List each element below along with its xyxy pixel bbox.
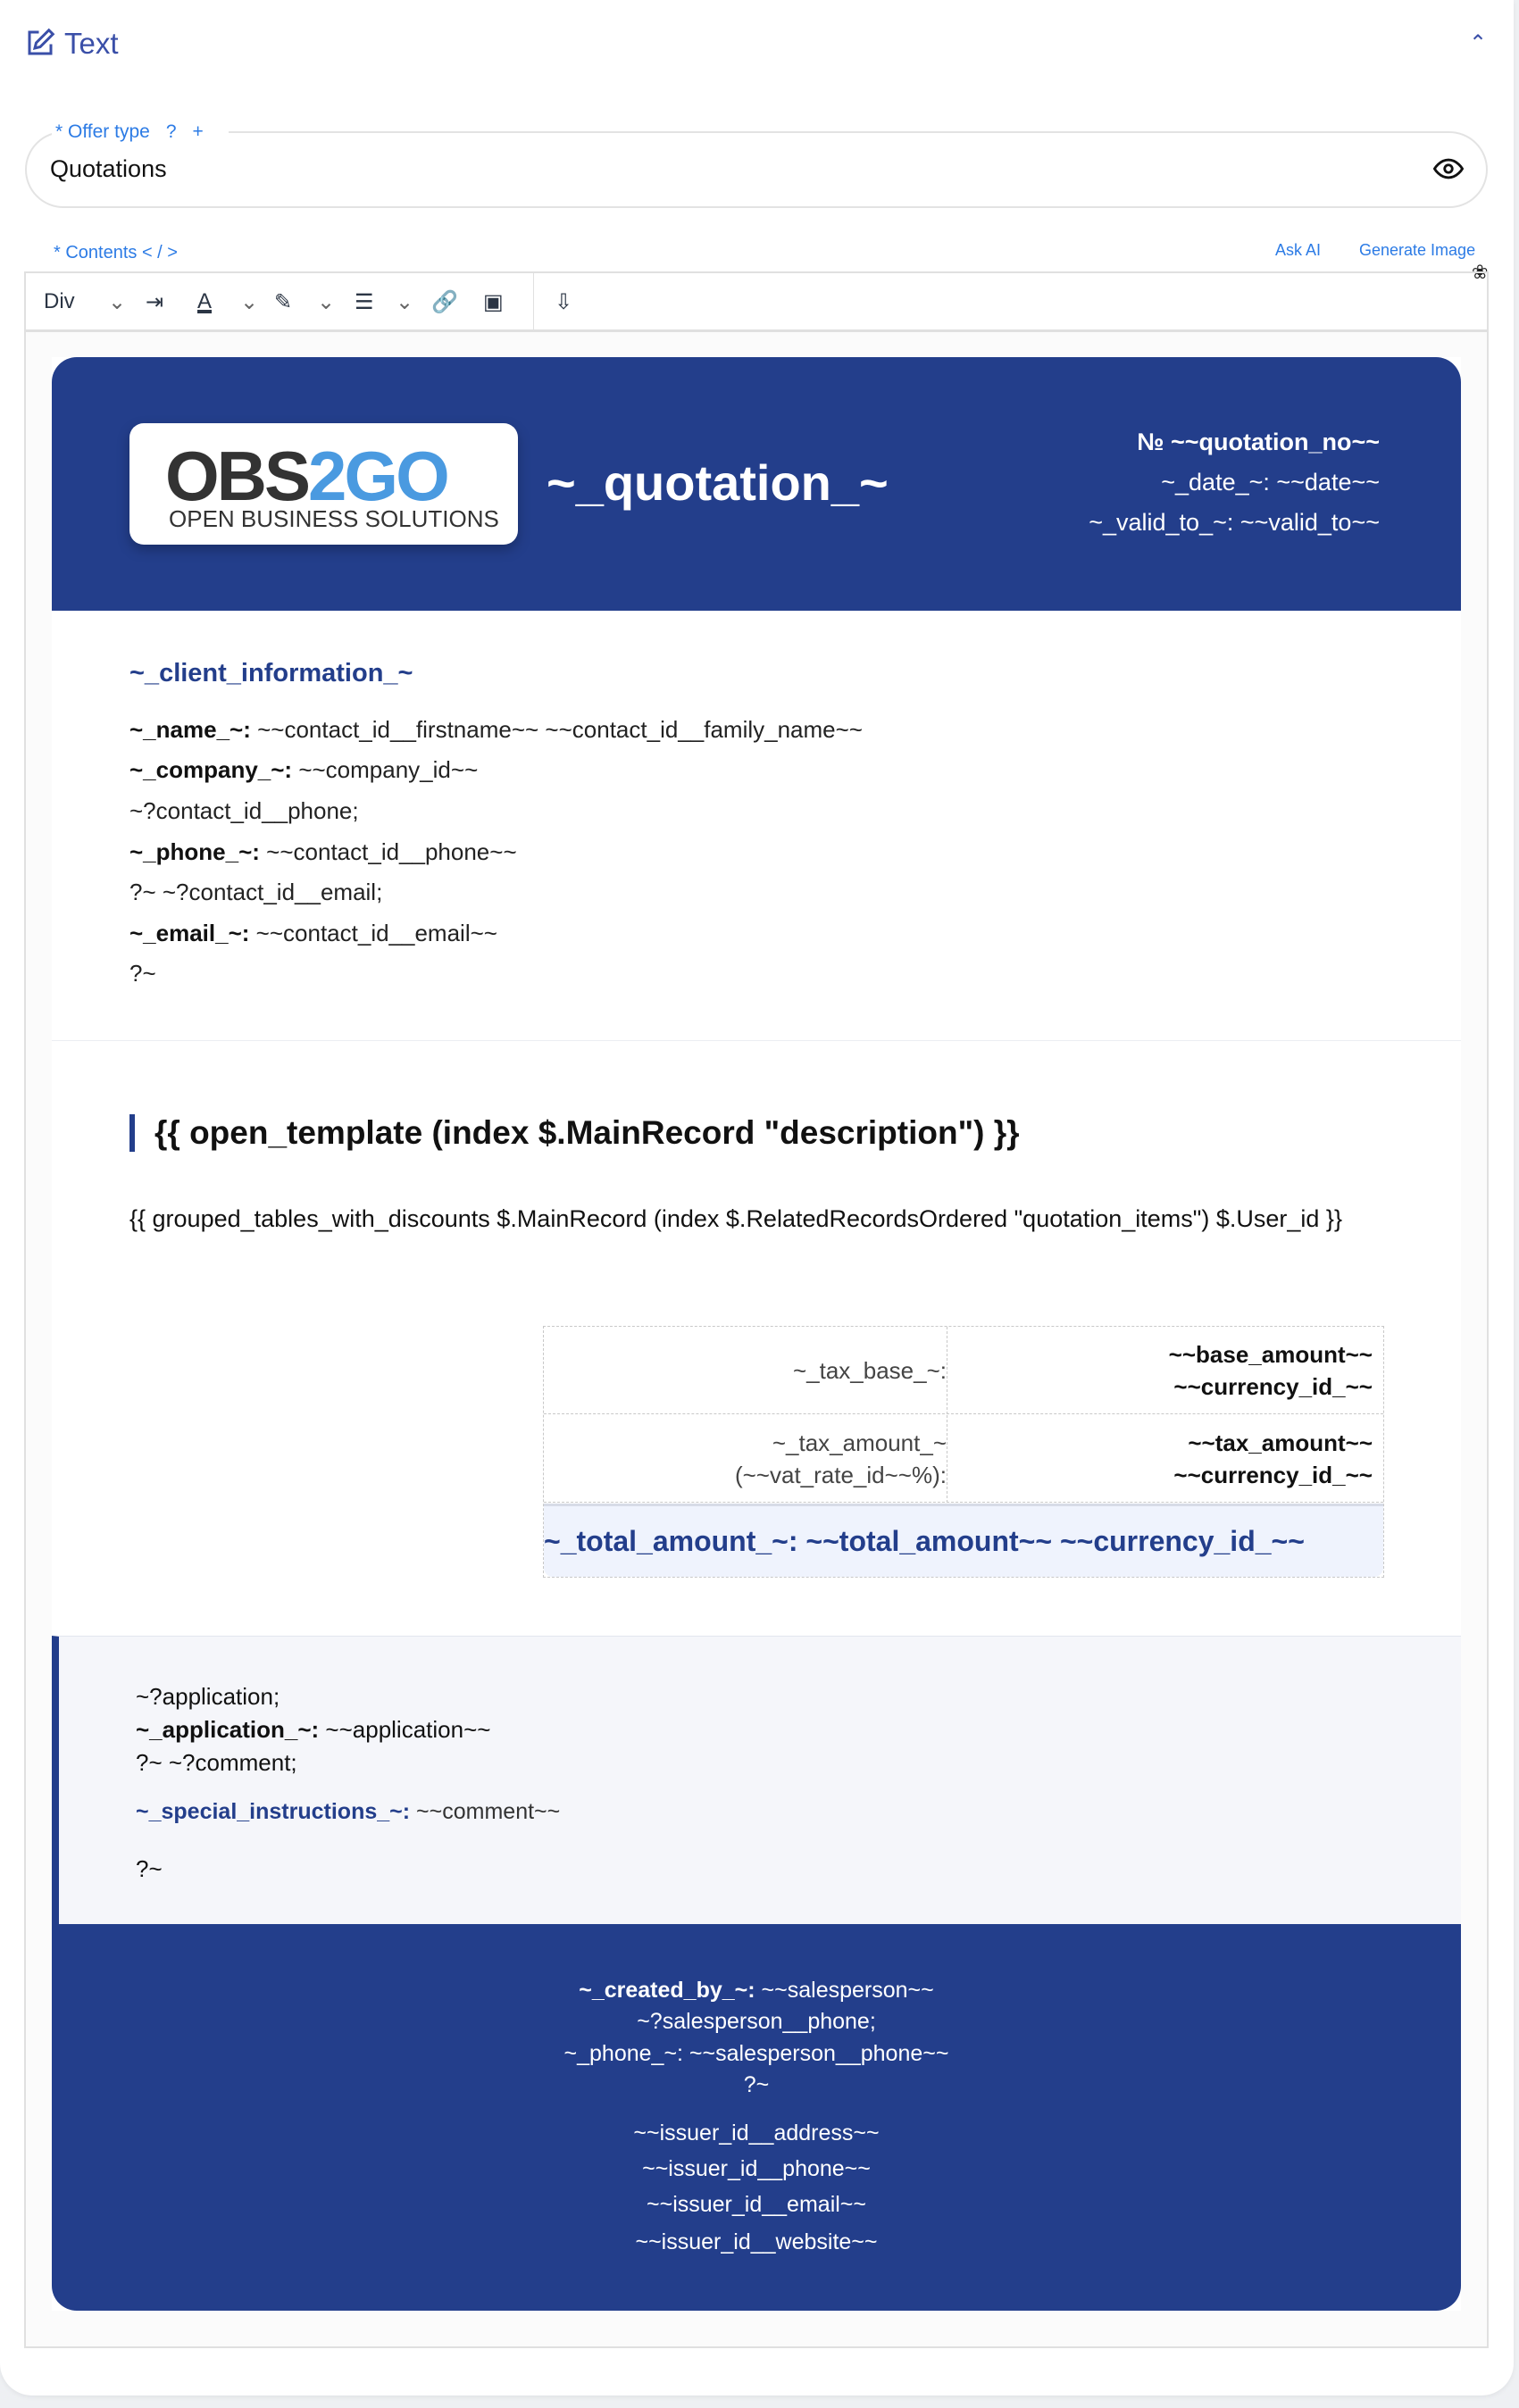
issuer-website: ~~issuer_id__website~~ bbox=[635, 2229, 878, 2254]
edit-icon bbox=[24, 27, 56, 59]
description-heading: {{ open_template (index $.MainRecord "description") }} bbox=[129, 1114, 1020, 1152]
block-format-select[interactable]: Div bbox=[44, 289, 75, 313]
chevron-down-icon[interactable]: ⌄ bbox=[396, 290, 414, 314]
tax-amount-label: ~_tax_amount_~ bbox=[772, 1429, 947, 1456]
created-by-line: ~_created_by_~: ~~salesperson~~ bbox=[579, 1978, 934, 2003]
link-icon[interactable]: 🔗 bbox=[431, 290, 458, 314]
offer-type-value: Quotations bbox=[50, 155, 167, 182]
client-line: ~_name_~: ~~contact_id__firstname~~ ~~contact_id__family_name~~ bbox=[129, 716, 863, 743]
section-divider bbox=[52, 1040, 1461, 1041]
ask-ai-link[interactable]: Ask AI bbox=[1275, 241, 1322, 259]
editor-toolbar bbox=[24, 271, 1489, 332]
quotation-date: ~_date_~: ~~date~~ bbox=[1161, 469, 1380, 496]
totals-table bbox=[543, 1326, 1384, 1578]
offer-type-field[interactable] bbox=[25, 131, 1488, 208]
contents-label: * Contents < / > bbox=[54, 243, 178, 262]
indent-icon[interactable]: ⇥ bbox=[146, 290, 164, 314]
document-footer bbox=[52, 1924, 1461, 2311]
total-amount-row: ~_total_amount_~: ~~total_amount~~ ~~currency_id_~~ bbox=[544, 1504, 1383, 1577]
footer-line: ?~ bbox=[743, 2072, 770, 2097]
application-line: ?~ ~?comment; bbox=[136, 1749, 297, 1776]
quotation-valid-to: ~_valid_to_~: ~~valid_to~~ bbox=[1089, 509, 1380, 536]
issuer-address: ~~issuer_id__address~~ bbox=[633, 2121, 880, 2146]
tax-base-label: ~_tax_base_~: bbox=[792, 1357, 947, 1384]
application-line: ~_application_~: ~~application~~ bbox=[136, 1716, 491, 1743]
text-color-icon[interactable]: A bbox=[197, 289, 213, 313]
company-logo: OBS2GO OPEN BUSINESS SOLUTIONS bbox=[129, 423, 518, 545]
client-line: ?~ ~?contact_id__email; bbox=[129, 879, 383, 905]
client-line: ?~ bbox=[129, 960, 156, 987]
highlight-icon[interactable]: ✎ bbox=[274, 290, 293, 314]
chevron-up-icon[interactable]: ⌃ bbox=[1469, 31, 1488, 55]
client-line: ~?contact_id__phone; bbox=[129, 797, 359, 824]
eye-icon[interactable] bbox=[1433, 154, 1464, 184]
offer-type-label-text: * Offer type bbox=[55, 121, 150, 142]
logo-subtitle: OPEN BUSINESS SOLUTIONS bbox=[169, 505, 499, 532]
client-line: ~_company_~: ~~company_id~~ bbox=[129, 756, 479, 783]
list-icon[interactable]: ☰ bbox=[355, 290, 374, 314]
application-section bbox=[52, 1636, 1461, 1924]
toolbar-divider bbox=[533, 273, 534, 332]
client-line: ~_phone_~: ~~contact_id__phone~~ bbox=[129, 838, 517, 865]
chevron-down-icon[interactable]: ⌄ bbox=[240, 290, 259, 314]
document-title: ~_quotation_~ bbox=[547, 454, 889, 511]
base-amount: ~~base_amount~~ bbox=[1168, 1341, 1373, 1368]
client-line: ~_email_~: ~~contact_id__email~~ bbox=[129, 920, 497, 946]
add-icon[interactable]: + bbox=[192, 121, 204, 142]
generate-image-link[interactable]: Generate Image bbox=[1359, 241, 1476, 259]
footer-line: ~_phone_~: ~~salesperson__phone~~ bbox=[563, 2041, 949, 2066]
currency: ~~currency_id_~~ bbox=[1173, 1462, 1373, 1488]
client-info-heading: ~_client_information_~ bbox=[129, 659, 413, 687]
grouped-tables-placeholder: {{ grouped_tables_with_discounts $.MainRecord (index $.RelatedRecordsOrdered "quotation_items") $.User_id }} bbox=[129, 1205, 1342, 1232]
settings-icon[interactable]: ❀ bbox=[1472, 261, 1489, 283]
chevron-down-icon[interactable]: ⌄ bbox=[317, 290, 336, 314]
issuer-email: ~~issuer_id__email~~ bbox=[647, 2192, 866, 2217]
section-title: Text bbox=[64, 27, 119, 60]
totals-row bbox=[544, 1327, 1383, 1414]
offer-type-label bbox=[52, 121, 229, 143]
footer-line: ~?salesperson__phone; bbox=[637, 2009, 876, 2034]
chevron-down-icon[interactable]: ⌄ bbox=[108, 290, 127, 314]
issuer-phone: ~~issuer_id__phone~~ bbox=[642, 2156, 871, 2181]
vat-rate-label: (~~vat_rate_id~~%): bbox=[734, 1462, 947, 1488]
tax-amount: ~~tax_amount~~ bbox=[1188, 1429, 1373, 1456]
special-instructions-line: ~_special_instructions_~: ~~comment~~ bbox=[136, 1799, 561, 1824]
application-line: ~?application; bbox=[136, 1683, 280, 1710]
currency: ~~currency_id_~~ bbox=[1173, 1373, 1373, 1400]
quotation-number: № ~~quotation_no~~ bbox=[1137, 429, 1380, 455]
download-icon[interactable]: ⇩ bbox=[555, 290, 573, 314]
image-icon[interactable]: ▣ bbox=[483, 290, 504, 314]
help-icon[interactable]: ? bbox=[165, 121, 177, 142]
application-line: ?~ bbox=[136, 1855, 163, 1882]
totals-row bbox=[544, 1415, 1383, 1503]
